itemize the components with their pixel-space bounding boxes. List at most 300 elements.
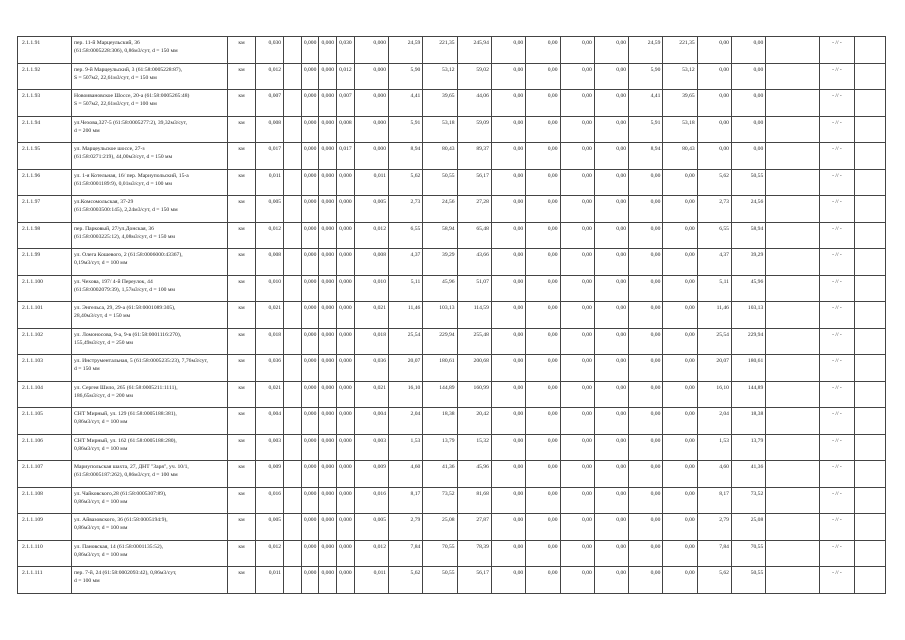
value-cell: 0,00 xyxy=(560,328,594,355)
value-cell: 8,17 xyxy=(389,487,423,514)
object-name-cell xyxy=(72,302,228,329)
table-row xyxy=(18,567,886,594)
object-name-line: 0,86м3/сут, d = 100 мм xyxy=(74,419,128,426)
value-cell: 0,004 xyxy=(256,408,284,435)
value-cell: 0,00 xyxy=(491,63,525,90)
row-number: 2.1.1.101 xyxy=(18,302,72,329)
empty-cell xyxy=(766,355,820,382)
value-cell: 0,00 xyxy=(491,540,525,567)
empty-cell xyxy=(766,461,820,488)
value-cell: 180,61 xyxy=(423,355,457,382)
value-cell: 4,41 xyxy=(389,90,423,117)
value-cell: 0,00 xyxy=(594,37,628,64)
empty-cell xyxy=(766,275,820,302)
value-cell: 0,017 xyxy=(337,143,355,170)
row-number: 2.1.1.109 xyxy=(18,514,72,541)
object-name-cell xyxy=(72,461,228,488)
object-name-cell xyxy=(72,37,228,64)
empty-cell xyxy=(854,116,885,143)
value-cell: 0,005 xyxy=(256,196,284,223)
value-cell: 0,000 xyxy=(319,90,337,117)
value-cell: 0,000 xyxy=(337,249,355,276)
value-cell: 0,000 xyxy=(337,514,355,541)
value-cell: 0,008 xyxy=(337,116,355,143)
value-cell: 0,00 xyxy=(629,540,663,567)
object-name-line: 28,40м3/сут, d = 150 мм xyxy=(74,313,131,320)
object-name-cell xyxy=(72,381,228,408)
value-cell: 39,29 xyxy=(731,249,765,276)
value-cell: 0,00 xyxy=(663,408,697,435)
value-cell: 0,00 xyxy=(663,275,697,302)
row-number: 2.1.1.95 xyxy=(18,143,72,170)
value-cell: 0,000 xyxy=(337,196,355,223)
value-cell: 0,00 xyxy=(663,222,697,249)
value-cell: 0,00 xyxy=(491,143,525,170)
value-cell: 0,00 xyxy=(526,461,560,488)
value-cell: 5,62 xyxy=(389,567,423,594)
empty-cell xyxy=(284,37,302,64)
value-cell: 0,00 xyxy=(526,196,560,223)
value-cell: 80,43 xyxy=(423,143,457,170)
object-name-cell xyxy=(72,514,228,541)
empty-cell xyxy=(284,302,302,329)
value-cell: 0,00 xyxy=(629,567,663,594)
note-cell: - // - xyxy=(820,143,854,170)
object-name-cell xyxy=(72,540,228,567)
value-cell: 0,000 xyxy=(301,196,319,223)
table-row xyxy=(18,381,886,408)
value-cell: 0,00 xyxy=(560,63,594,90)
value-cell: 4,37 xyxy=(697,249,731,276)
value-cell: 0,017 xyxy=(256,143,284,170)
row-number: 2.1.1.104 xyxy=(18,381,72,408)
value-cell: 0,00 xyxy=(594,381,628,408)
value-cell: 0,005 xyxy=(354,196,388,223)
value-cell: 5,91 xyxy=(389,116,423,143)
row-number: 2.1.1.103 xyxy=(18,355,72,382)
empty-cell xyxy=(284,540,302,567)
value-cell: 0,000 xyxy=(301,355,319,382)
value-cell: 0,00 xyxy=(560,408,594,435)
value-cell: 0,00 xyxy=(491,116,525,143)
row-number: 2.1.1.107 xyxy=(18,461,72,488)
value-cell: 103,13 xyxy=(423,302,457,329)
value-cell: 70,55 xyxy=(731,540,765,567)
value-cell: 0,00 xyxy=(526,381,560,408)
object-name-cell xyxy=(72,222,228,249)
value-cell: 27,28 xyxy=(457,196,491,223)
table-row xyxy=(18,487,886,514)
value-cell: 0,000 xyxy=(301,540,319,567)
table-row xyxy=(18,37,886,64)
row-number: 2.1.1.111 xyxy=(18,567,72,594)
value-cell: 0,000 xyxy=(354,37,388,64)
table-row xyxy=(18,355,886,382)
value-cell: 0,000 xyxy=(301,461,319,488)
value-cell: 6,55 xyxy=(389,222,423,249)
object-name-line: 0,86м3/сут, d = 100 мм xyxy=(74,498,128,505)
value-cell: 245,94 xyxy=(457,37,491,64)
value-cell: 0,00 xyxy=(491,408,525,435)
value-cell: 0,00 xyxy=(629,461,663,488)
value-cell: 144,89 xyxy=(423,381,457,408)
unit-cell: км xyxy=(227,249,255,276)
note-cell: - // - xyxy=(820,222,854,249)
value-cell: 0,000 xyxy=(337,328,355,355)
empty-cell xyxy=(766,328,820,355)
value-cell: 0,00 xyxy=(594,540,628,567)
note-cell: - // - xyxy=(820,461,854,488)
object-name-line: 0,86м3/сут, d = 100 мм xyxy=(74,445,128,452)
row-number: 2.1.1.99 xyxy=(18,249,72,276)
value-cell: 0,00 xyxy=(629,222,663,249)
value-cell: 0,021 xyxy=(354,302,388,329)
object-name-cell xyxy=(72,487,228,514)
table-row xyxy=(18,328,886,355)
value-cell: 0,00 xyxy=(697,90,731,117)
value-cell: 50,55 xyxy=(731,169,765,196)
value-cell: 0,000 xyxy=(319,381,337,408)
value-cell: 0,00 xyxy=(491,434,525,461)
value-cell: 0,00 xyxy=(629,249,663,276)
value-cell: 0,000 xyxy=(301,381,319,408)
object-name-line: (61:58:0005187:262), 0,86м3/сут, d = 100 мм xyxy=(74,472,178,479)
value-cell: 180,61 xyxy=(731,355,765,382)
value-cell: 0,00 xyxy=(526,540,560,567)
value-cell: 221,35 xyxy=(423,37,457,64)
value-cell: 0,00 xyxy=(663,302,697,329)
object-name-line: пер. 7-й, 24 (61:58:0002093:42), 0,86м3/сут, xyxy=(74,570,177,576)
value-cell: 0,00 xyxy=(731,90,765,117)
unit-cell: км xyxy=(227,143,255,170)
value-cell: 0,00 xyxy=(560,169,594,196)
value-cell: 53,12 xyxy=(423,63,457,90)
value-cell: 41,36 xyxy=(423,461,457,488)
object-name-line: d = 100 мм xyxy=(74,578,100,585)
value-cell: 0,00 xyxy=(594,143,628,170)
value-cell: 0,010 xyxy=(354,275,388,302)
object-name-line: СНТ Мирный, ул. 129 (61:58:0005188:381), xyxy=(74,411,177,417)
value-cell: 13,79 xyxy=(731,434,765,461)
value-cell: 59,02 xyxy=(457,63,491,90)
value-cell: 0,012 xyxy=(256,222,284,249)
value-cell: 24,56 xyxy=(423,196,457,223)
row-number: 2.1.1.106 xyxy=(18,434,72,461)
value-cell: 0,00 xyxy=(491,249,525,276)
value-cell: 0,007 xyxy=(337,90,355,117)
value-cell: 0,00 xyxy=(594,567,628,594)
note-cell: - // - xyxy=(820,540,854,567)
note-cell: - // - xyxy=(820,90,854,117)
unit-cell: км xyxy=(227,302,255,329)
value-cell: 0,00 xyxy=(526,328,560,355)
value-cell: 0,009 xyxy=(256,461,284,488)
empty-cell xyxy=(766,143,820,170)
value-cell: 0,000 xyxy=(319,355,337,382)
document-sheet xyxy=(17,36,886,594)
empty-cell xyxy=(766,487,820,514)
value-cell: 41,36 xyxy=(731,461,765,488)
row-number: 2.1.1.98 xyxy=(18,222,72,249)
empty-cell xyxy=(854,275,885,302)
value-cell: 25,54 xyxy=(389,328,423,355)
value-cell: 2,04 xyxy=(697,408,731,435)
empty-cell xyxy=(766,37,820,64)
value-cell: 5,11 xyxy=(389,275,423,302)
object-name-line: d = 200 мм xyxy=(74,127,100,134)
value-cell: 0,000 xyxy=(337,275,355,302)
value-cell: 0,00 xyxy=(629,328,663,355)
empty-cell xyxy=(284,408,302,435)
object-name-line: ул. Айвазовского, 36 (61:58:0005194:9), xyxy=(74,517,168,523)
value-cell: 0,000 xyxy=(319,196,337,223)
object-name-cell xyxy=(72,143,228,170)
value-cell: 0,012 xyxy=(256,540,284,567)
value-cell: 0,00 xyxy=(491,275,525,302)
value-cell: 0,00 xyxy=(663,355,697,382)
value-cell: 0,000 xyxy=(319,487,337,514)
value-cell: 0,00 xyxy=(526,37,560,64)
value-cell: 0,00 xyxy=(491,222,525,249)
value-cell: 78,39 xyxy=(457,540,491,567)
value-cell: 1,53 xyxy=(389,434,423,461)
unit-cell: км xyxy=(227,328,255,355)
unit-cell: км xyxy=(227,196,255,223)
empty-cell xyxy=(854,514,885,541)
value-cell: 53,18 xyxy=(663,116,697,143)
value-cell: 0,00 xyxy=(731,116,765,143)
empty-cell xyxy=(284,381,302,408)
value-cell: 0,000 xyxy=(337,381,355,408)
value-cell: 0,010 xyxy=(256,275,284,302)
object-name-cell xyxy=(72,567,228,594)
empty-cell xyxy=(766,408,820,435)
table-row xyxy=(18,408,886,435)
row-number: 2.1.1.105 xyxy=(18,408,72,435)
value-cell: 11,46 xyxy=(389,302,423,329)
value-cell: 0,012 xyxy=(354,222,388,249)
object-name-cell xyxy=(72,196,228,223)
value-cell: 0,000 xyxy=(301,487,319,514)
value-cell: 0,000 xyxy=(301,275,319,302)
value-cell: 59,09 xyxy=(457,116,491,143)
value-cell: 0,00 xyxy=(560,37,594,64)
value-cell: 2,73 xyxy=(697,196,731,223)
value-cell: 0,00 xyxy=(560,302,594,329)
value-cell: 0,00 xyxy=(663,196,697,223)
value-cell: 0,011 xyxy=(256,169,284,196)
unit-cell: км xyxy=(227,540,255,567)
value-cell: 16,10 xyxy=(697,381,731,408)
value-cell: 0,00 xyxy=(491,169,525,196)
value-cell: 144,89 xyxy=(731,381,765,408)
value-cell: 0,000 xyxy=(301,169,319,196)
object-name-line: ул. Марцеульское шоссе, 27-з xyxy=(74,146,145,152)
value-cell: 0,00 xyxy=(560,196,594,223)
empty-cell xyxy=(766,302,820,329)
value-cell: 0,00 xyxy=(491,567,525,594)
value-cell: 5,91 xyxy=(629,116,663,143)
row-number: 2.1.1.108 xyxy=(18,487,72,514)
unit-cell: км xyxy=(227,355,255,382)
value-cell: 0,00 xyxy=(629,381,663,408)
table-row xyxy=(18,275,886,302)
value-cell: 0,011 xyxy=(354,169,388,196)
value-cell: 0,012 xyxy=(354,540,388,567)
value-cell: 0,000 xyxy=(319,222,337,249)
empty-cell xyxy=(854,90,885,117)
object-name-line: ул. Сергея Шило, 265 (61:58:0005211:1111), xyxy=(74,384,178,391)
value-cell: 0,00 xyxy=(697,37,731,64)
value-cell: 0,003 xyxy=(354,434,388,461)
unit-cell: км xyxy=(227,116,255,143)
value-cell: 0,00 xyxy=(663,567,697,594)
value-cell: 0,000 xyxy=(319,514,337,541)
table-row xyxy=(18,169,886,196)
value-cell: 0,000 xyxy=(301,328,319,355)
empty-cell xyxy=(284,487,302,514)
value-cell: 6,55 xyxy=(697,222,731,249)
value-cell: 1,53 xyxy=(697,434,731,461)
value-cell: 221,35 xyxy=(663,37,697,64)
object-name-cell xyxy=(72,63,228,90)
table-row xyxy=(18,196,886,223)
empty-cell xyxy=(284,567,302,594)
object-name-line: СНТ Мирный, ул. 162 (61:58:0005188:280), xyxy=(74,437,177,444)
value-cell: 0,00 xyxy=(594,169,628,196)
value-cell: 73,52 xyxy=(423,487,457,514)
object-name-line: ул.Чехова,327-5 (61:58:0005277:2), 39,32м3/сут, xyxy=(74,119,187,126)
row-number: 2.1.1.96 xyxy=(18,169,72,196)
empty-cell xyxy=(854,63,885,90)
value-cell: 0,012 xyxy=(337,63,355,90)
table-row xyxy=(18,302,886,329)
value-cell: 20,42 xyxy=(457,408,491,435)
value-cell: 0,00 xyxy=(491,37,525,64)
unit-cell: км xyxy=(227,222,255,249)
data-table xyxy=(17,36,886,594)
empty-cell xyxy=(854,408,885,435)
value-cell: 0,000 xyxy=(319,169,337,196)
empty-cell xyxy=(854,196,885,223)
row-number: 2.1.1.100 xyxy=(18,275,72,302)
empty-cell xyxy=(766,222,820,249)
value-cell: 0,011 xyxy=(256,567,284,594)
value-cell: 0,00 xyxy=(629,434,663,461)
value-cell: 0,00 xyxy=(526,222,560,249)
value-cell: 51,07 xyxy=(457,275,491,302)
empty-cell xyxy=(854,328,885,355)
value-cell: 0,00 xyxy=(663,487,697,514)
value-cell: 0,000 xyxy=(337,487,355,514)
value-cell: 39,29 xyxy=(423,249,457,276)
value-cell: 50,55 xyxy=(731,567,765,594)
table-row xyxy=(18,249,886,276)
note-cell: - // - xyxy=(820,328,854,355)
value-cell: 2,79 xyxy=(389,514,423,541)
empty-cell xyxy=(284,90,302,117)
value-cell: 0,005 xyxy=(256,514,284,541)
value-cell: 39,65 xyxy=(663,90,697,117)
value-cell: 0,00 xyxy=(526,434,560,461)
value-cell: 0,000 xyxy=(319,275,337,302)
value-cell: 0,00 xyxy=(526,116,560,143)
empty-cell xyxy=(854,567,885,594)
unit-cell: км xyxy=(227,434,255,461)
object-name-line: Мариупольская шахта, 27, ДНТ "Заря", уч. 10/1, xyxy=(74,464,189,470)
empty-cell xyxy=(854,143,885,170)
value-cell: 0,00 xyxy=(560,355,594,382)
empty-cell xyxy=(854,37,885,64)
value-cell: 58,94 xyxy=(731,222,765,249)
value-cell: 0,00 xyxy=(491,328,525,355)
value-cell: 0,00 xyxy=(526,567,560,594)
value-cell: 45,96 xyxy=(423,275,457,302)
value-cell: 0,00 xyxy=(629,302,663,329)
value-cell: 0,000 xyxy=(354,143,388,170)
empty-cell xyxy=(766,63,820,90)
table-row xyxy=(18,90,886,117)
empty-cell xyxy=(284,116,302,143)
object-name-cell xyxy=(72,169,228,196)
value-cell: 0,00 xyxy=(594,434,628,461)
value-cell: 0,00 xyxy=(629,169,663,196)
empty-cell xyxy=(284,434,302,461)
value-cell: 0,018 xyxy=(256,328,284,355)
value-cell: 0,00 xyxy=(594,408,628,435)
empty-cell xyxy=(284,328,302,355)
value-cell: 4,41 xyxy=(629,90,663,117)
value-cell: 0,009 xyxy=(354,461,388,488)
value-cell: 0,00 xyxy=(560,487,594,514)
object-name-line: (61:58:0003500:145), 2,24м3/сут, d = 150 мм xyxy=(74,207,178,214)
row-number: 2.1.1.110 xyxy=(18,540,72,567)
row-number: 2.1.1.97 xyxy=(18,196,72,223)
value-cell: 0,00 xyxy=(560,249,594,276)
value-cell: 0,011 xyxy=(354,567,388,594)
value-cell: 0,000 xyxy=(354,90,388,117)
value-cell: 5,62 xyxy=(697,169,731,196)
value-cell: 0,00 xyxy=(526,275,560,302)
value-cell: 0,00 xyxy=(560,567,594,594)
value-cell: 0,000 xyxy=(354,116,388,143)
value-cell: 0,00 xyxy=(663,461,697,488)
object-name-line: (61:58:0002079:39), 1,57м3/сут, d = 100 мм xyxy=(74,286,175,293)
object-name-line: 186,65м3/сут, d = 200 мм xyxy=(74,392,133,399)
value-cell: 27,87 xyxy=(457,514,491,541)
value-cell: 25,08 xyxy=(423,514,457,541)
value-cell: 0,000 xyxy=(319,408,337,435)
empty-cell xyxy=(284,196,302,223)
value-cell: 0,00 xyxy=(526,169,560,196)
value-cell: 15,32 xyxy=(457,434,491,461)
note-cell: - // - xyxy=(820,249,854,276)
value-cell: 0,000 xyxy=(337,540,355,567)
value-cell: 0,00 xyxy=(663,514,697,541)
object-name-cell xyxy=(72,249,228,276)
unit-cell: км xyxy=(227,37,255,64)
value-cell: 0,00 xyxy=(663,434,697,461)
value-cell: 25,54 xyxy=(697,328,731,355)
note-cell: - // - xyxy=(820,514,854,541)
unit-cell: км xyxy=(227,487,255,514)
value-cell: 81,68 xyxy=(457,487,491,514)
table-row xyxy=(18,143,886,170)
value-cell: 50,55 xyxy=(423,169,457,196)
value-cell: 0,000 xyxy=(337,408,355,435)
note-cell: - // - xyxy=(820,63,854,90)
value-cell: 45,96 xyxy=(731,275,765,302)
